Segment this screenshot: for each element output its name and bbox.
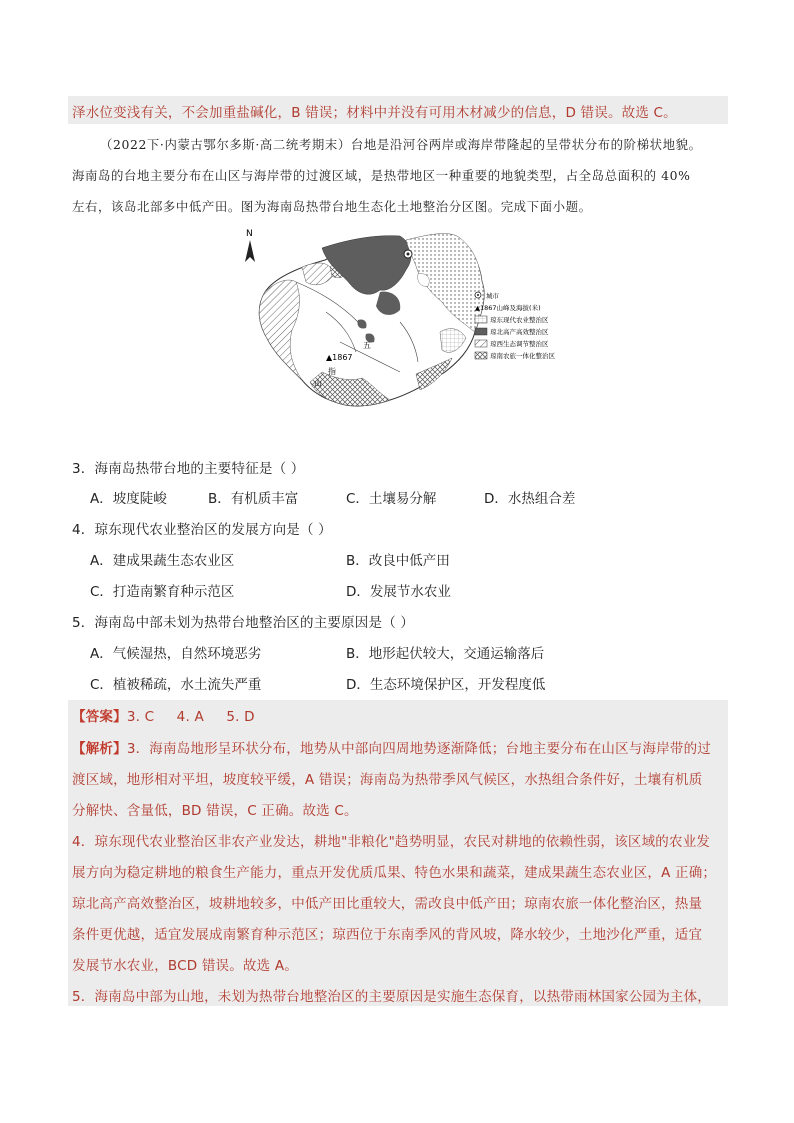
answer-text: 3. C 4. A 5. D — [126, 709, 255, 725]
analysis-line-1: 【解析】3．海南岛地形呈环状分布，地势从中部向四周地势逐渐降低；台地主要分布在山区与海岸带的过 — [72, 741, 712, 757]
answer-label: 【答案】 — [72, 709, 127, 725]
continuation-text: 泽水位变浅有关，不会加重盐碱化，B 错误；材料中并没有可用木材减少的信息，D 错误。故选 C。 — [72, 105, 677, 121]
svg-text:琼南农旅一体化整治区: 琼南农旅一体化整治区 — [490, 352, 555, 360]
north-arrow-icon — [245, 240, 255, 262]
analysis-line-9: 5．海南岛中部为山地，未划为热带台地整治区的主要原因是实施生态保育，以热带雨林国家公园为主体， — [72, 989, 711, 1005]
q5-option-c: C．植被稀疏，水土流失严重 — [90, 677, 262, 693]
analysis-line-7: 条件更优越，适宜发展成南繁育种示范区；琼西位于东南季风的背风坡，降水较少，土地沙化严重，适宜 — [72, 927, 703, 943]
q4-option-c: C．打造南繁育种示范区 — [90, 584, 235, 600]
analysis-line-4: 4．琼东现代农业整治区非农产业发达，耕地"非粮化"趋势明显，农民对耕地的依赖性弱，该区域的农业发 — [72, 834, 711, 850]
analysis-line-3: 分解快、含量低，BD 错误，C 正确。故选 C。 — [72, 803, 358, 819]
intro-line-3: 左右，该岛北部多中低产田。图为海南岛热带台地生态化土地整治分区图。完成下面小题。 — [72, 199, 592, 214]
svg-text:城市: 城市 — [486, 292, 499, 300]
hainan-zoning-map — [230, 222, 570, 430]
svg-text:琼西生态调节整治区: 琼西生态调节整治区 — [490, 340, 549, 348]
q3-option-d: D．水热组合差 — [484, 491, 576, 507]
peak-label: ▲1867 — [326, 353, 353, 362]
analysis-line-5: 展方向为稳定耕地的粮食生产能力，重点开发优质瓜果、特色水果和蔬菜，建成果蔬生态农业区，A 正确； — [72, 865, 717, 881]
q4-option-d: D．发展节水农业 — [346, 584, 451, 600]
analysis-line-2: 渡区域，地形相对平坦，坡度较平缓，A 错误；海南岛为热带季风气候区，水热组合条件好，土壤有机质 — [72, 772, 703, 788]
question-3-stem: 3．海南岛热带台地的主要特征是（ ） — [72, 461, 305, 477]
svg-text:琼东现代农业整治区: 琼东现代农业整治区 — [490, 316, 549, 324]
analysis-line-6: 琼北高产高效整治区，坡耕地较多，中低产田比重较大，需改良中低产田；琼南农旅一体化整治区，热量 — [72, 896, 703, 912]
question-4-stem: 4．琼东现代农业整治区的发展方向是（ ） — [72, 522, 332, 538]
intro-line-1: （2022下·内蒙古鄂尔多斯·高二统考期末）台地是沿河谷两岸或海岸带隆起的呈带状分布的阶梯状地貌。 — [100, 137, 702, 152]
q5-option-a: A．气候湿热，自然环境恶劣 — [90, 646, 262, 662]
svg-text:琼北高产高效整治区: 琼北高产高效整治区 — [490, 328, 549, 336]
q3-option-b: B．有机质丰富 — [208, 491, 299, 507]
q5-option-d: D．生态环境保护区，开发程度低 — [346, 677, 546, 693]
intro-line-2: 海南岛的台地主要分布在山区与海岸带的过渡区域，是热带地区一种重要的地貌类型，占全岛总面积的 40% — [72, 168, 691, 183]
q3-option-c: C．土壤易分解 — [346, 491, 437, 507]
map-legend — [475, 291, 556, 360]
q5-option-b: B．地形起伏较大，交通运输落后 — [346, 646, 545, 662]
answer-line — [72, 705, 255, 725]
q4-option-b: B．改良中低产田 — [346, 553, 450, 569]
analysis-line-8: 发展节水农业，BCD 错误。故选 A。 — [72, 958, 298, 974]
place-label-zhi: 指 — [328, 367, 336, 376]
question-5-stem: 5．海南岛中部未划为热带台地整治区的主要原因是（ ） — [72, 615, 415, 631]
analysis-label: 【解析】 — [72, 741, 127, 757]
q4-option-a: A．建成果蔬生态农业区 — [90, 553, 235, 569]
place-label-wu: 五 — [363, 341, 371, 350]
north-label: N — [246, 229, 253, 239]
q3-option-a: A．坡度陡峻 — [90, 491, 167, 507]
place-label-shan: 山 — [314, 379, 322, 388]
svg-text:▲1867山峰及海拔(米): ▲1867山峰及海拔(米) — [475, 304, 541, 312]
